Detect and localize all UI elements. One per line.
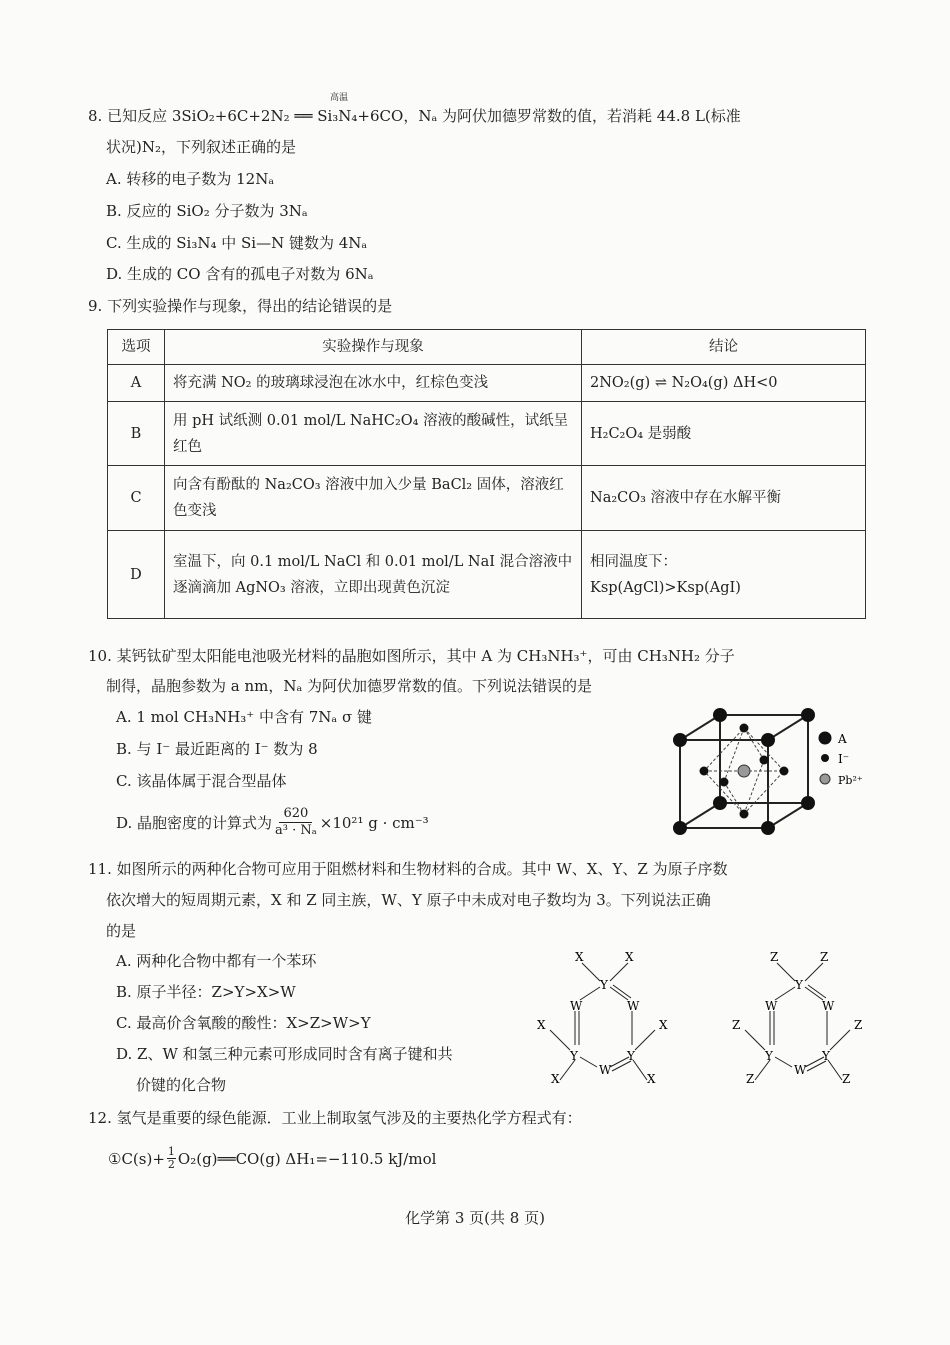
fraction-numerator: 1	[167, 1145, 175, 1158]
q8-stem-line1: 8. 已知反应 3SiO₂+6C+2N₂ ══ Si₃N₄+6CO，Nₐ 为阿伏加德罗常数的值，若消耗 44.8 L(标准	[88, 107, 741, 125]
row-operation: 向含有酚酞的 Na₂CO₃ 溶液中加入少量 BaCl₂ 固体，溶液红色变浅	[165, 466, 582, 531]
table-row	[108, 531, 866, 619]
legend-a-marker	[819, 732, 832, 745]
q10-option-d	[116, 806, 429, 839]
row-operation: 用 pH 试纸测 0.01 mol/L NaHC₂O₄ 溶液的酸碱性，试纸呈红色	[165, 402, 582, 466]
header-operation: 实验操作与现象	[165, 330, 582, 365]
legend-a-label: A	[838, 732, 847, 746]
atom-label: W	[627, 999, 640, 1013]
legend-iodide-label: I⁻	[838, 752, 850, 766]
q8-stem-line2: 状况)N₂，下列叙述正确的是	[106, 138, 296, 156]
ring-structures	[525, 945, 885, 1085]
atom-label: Y	[570, 1049, 578, 1063]
equation-suffix: O₂(g)══CO(g) ΔH₁=−110.5 kJ/mol	[177, 1149, 437, 1168]
q8-option-a: A. 转移的电子数为 12Nₐ	[106, 170, 275, 188]
q11-stem-line2: 依次增大的短周期元素，X 和 Z 同主族，W、Y 原子中未成对电子数均为 3。下列说法正确	[106, 891, 711, 909]
reaction-condition: 高温	[330, 93, 349, 103]
page-footer: 化学第 3 页(共 8 页)	[405, 1209, 545, 1227]
atom-label: Z	[842, 1072, 851, 1085]
row-conclusion: Na₂CO₃ 溶液中存在水解平衡	[582, 466, 866, 531]
row-operation: 将充满 NO₂ 的玻璃球浸泡在冰水中，红棕色变浅	[165, 365, 582, 402]
q8-option-b: B. 反应的 SiO₂ 分子数为 3Nₐ	[106, 202, 308, 220]
header-option: 选项	[108, 330, 165, 365]
row-option: B	[108, 402, 165, 466]
q11-option-d-cont: 价键的化合物	[136, 1076, 227, 1094]
atom-label: Z	[746, 1072, 755, 1085]
equation-prefix: ①C(s)+	[108, 1149, 165, 1168]
q11-option-a: A. 两种化合物中都有一个苯环	[116, 952, 317, 970]
fraction-denominator: 2	[167, 1158, 175, 1171]
row-operation: 室温下，向 0.1 mol/L NaCl 和 0.01 mol/L NaI 混合溶液中逐滴滴加 AgNO₃ 溶液，立即出现黄色沉淀	[165, 531, 582, 619]
q9-table	[107, 329, 866, 619]
q12-equation-1	[108, 1146, 436, 1171]
atom-label: Z	[854, 1018, 863, 1032]
atom-label: W	[599, 1063, 612, 1077]
legend-lead-label: Pb²⁺	[838, 774, 863, 787]
conclusion-line2: Ksp(AgCl)>Ksp(AgI)	[590, 579, 741, 596]
row-conclusion	[582, 531, 866, 619]
atom-label: X	[537, 1018, 546, 1032]
half-fraction	[167, 1146, 176, 1171]
density-fraction	[275, 806, 317, 839]
structure-1	[537, 950, 668, 1085]
atom-label: X	[647, 1072, 656, 1085]
table-row	[108, 402, 866, 466]
option-d-prefix: D. 晶胞密度的计算式为	[116, 813, 273, 832]
legend-lead-marker	[820, 774, 830, 784]
atom-label: X	[575, 950, 584, 964]
structure-2	[732, 950, 862, 1085]
atom-label: X	[625, 950, 634, 964]
atom-label: Y	[627, 1049, 635, 1063]
q9-stem: 9. 下列实验操作与现象，得出的结论错误的是	[88, 297, 393, 315]
header-conclusion: 结论	[582, 330, 866, 365]
q11-option-c: C. 最高价含氧酸的酸性：X>Z>W>Y	[116, 1014, 371, 1032]
atom-label: Y	[600, 978, 608, 992]
atom-label: Z	[732, 1018, 741, 1032]
atom-label: X	[659, 1018, 668, 1032]
table-header-row	[108, 330, 866, 365]
atom-label: Y	[765, 1049, 773, 1063]
row-option: D	[108, 531, 165, 619]
crystal-cell-diagram	[660, 700, 880, 835]
q10-option-b: B. 与 I⁻ 最近距离的 I⁻ 数为 8	[116, 740, 318, 758]
conclusion-line1: 相同温度下：	[590, 553, 677, 570]
row-option: C	[108, 466, 165, 531]
atom-label: W	[765, 999, 778, 1013]
fraction-numerator: 620	[279, 806, 312, 823]
atom-label: Z	[770, 950, 779, 964]
legend-iodide-marker	[821, 754, 829, 762]
row-conclusion: 2NO₂(g) ⇌ N₂O₄(g) ΔH<0	[582, 365, 866, 402]
atom-label: W	[794, 1063, 807, 1077]
row-option: A	[108, 365, 165, 402]
q12-stem: 12. 氢气是重要的绿色能源．工业上制取氢气涉及的主要热化学方程式有：	[88, 1109, 582, 1127]
q11-option-d: D. Z、W 和氢三种元素可形成同时含有离子键和共	[116, 1045, 453, 1063]
q11-option-b: B. 原子半径：Z>Y>X>W	[116, 983, 296, 1001]
q10-option-a: A. 1 mol CH₃NH₃⁺ 中含有 7Nₐ σ 键	[116, 708, 372, 726]
table-row	[108, 365, 866, 402]
fraction-denominator: a³ · Nₐ	[275, 823, 317, 838]
q10-option-c: C. 该晶体属于混合型晶体	[116, 772, 287, 790]
q11-stem-line1: 11. 如图所示的两种化合物可应用于阻燃材料和生物材料的合成。其中 W、X、Y、Z 为原子序数	[88, 860, 728, 878]
lead-atom	[738, 765, 750, 777]
atom-label: W	[570, 999, 583, 1013]
atom-label: X	[551, 1072, 560, 1085]
atom-label: W	[822, 999, 835, 1013]
q10-stem-line2: 制得，晶胞参数为 a nm，Nₐ 为阿伏加德罗常数的值。下列说法错误的是	[106, 677, 593, 695]
table-row	[108, 466, 866, 531]
q11-stem-line3: 的是	[106, 922, 137, 940]
atom-label: Z	[820, 950, 829, 964]
q10-stem-line1: 10. 某钙钛矿型太阳能电池吸光材料的晶胞如图所示，其中 A 为 CH₃NH₃⁺，可由 CH₃NH₂ 分子	[88, 647, 735, 665]
option-d-suffix: ×10²¹ g · cm⁻³	[319, 813, 429, 832]
row-conclusion: H₂C₂O₄ 是弱酸	[582, 402, 866, 466]
q8-option-c: C. 生成的 Si₃N₄ 中 Si—N 键数为 4Nₐ	[106, 234, 368, 252]
q8-option-d: D. 生成的 CO 含有的孤电子对数为 6Nₐ	[106, 265, 374, 283]
atom-label: Y	[795, 978, 803, 992]
atom-label: Y	[822, 1049, 830, 1063]
